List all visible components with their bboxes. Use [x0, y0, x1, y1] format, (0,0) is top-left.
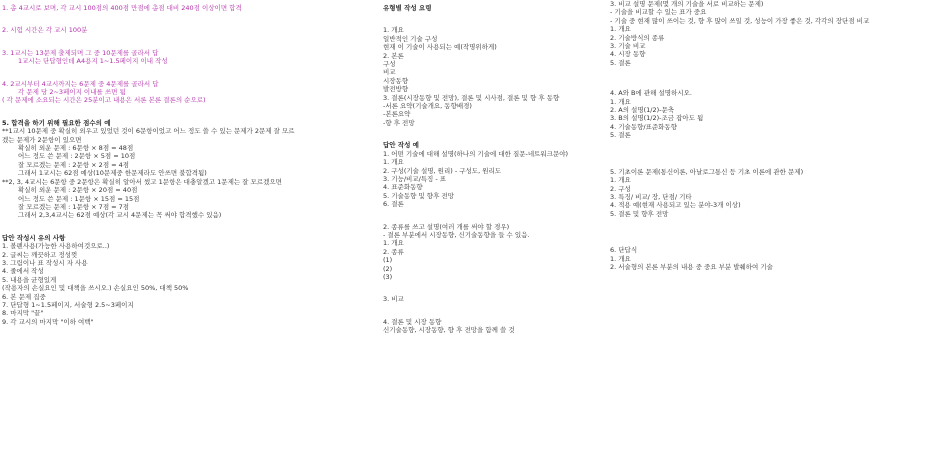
example-line: 1. 어떤 기술에 대해 설명(하나의 기술에 대한 질문-네트워크문야) — [383, 149, 569, 158]
examples-section-title: 답안 작성 예 — [383, 141, 419, 150]
left-column — [2, 0, 370, 326]
example-line: 2. 종류 — [383, 247, 404, 256]
example-line: 4. 표준화동향 — [383, 183, 423, 192]
score-line: 확실히 외운 문제 : 6문항 × 8점 = 48점 — [18, 144, 134, 153]
ab-line: 3. B의 설명(1/2)-조금 잡아도 됨 — [610, 114, 704, 123]
compare-line: 3. 비교 설명 문제(몇 개의 기술을 서로 비교하는 문제) — [610, 0, 764, 8]
example-line: 3. 기능/비교/특징 - 표 — [383, 174, 447, 183]
note-item: 4. 줄에서 작성 — [2, 267, 44, 276]
type-line: -서론 요약(기술개요, 동향배경) — [383, 102, 472, 111]
compare-line: 4. 시장 동향 — [610, 50, 646, 59]
theory-line: 5. 기초이론 문제(통신이론, 아날로그통신 등 기초 이론에 관한 문제) — [610, 167, 804, 176]
note-item: 8. 마지막 "끝" — [2, 309, 44, 318]
short-answer-line: 6. 단답식 — [610, 246, 638, 255]
rule-1: 1. 총 4교시로 보며, 각 교시 100점의 400점 만점에 총점 대비 240점 이상이면 합격 — [2, 4, 242, 12]
rule-4-note: ( 각 문제에 소요되는 시간은 25분이고 내용은 서론 본론 결론의 순으로) — [2, 96, 206, 105]
types-section-title: 유형별 작성 요령 — [383, 4, 432, 12]
score-line: **2, 3, 4교시는 6문항 중 2문항은 확실히 알아서 썼고 1문항은 대충알겠고 1문제는 잘 모르겠으면 — [2, 177, 282, 186]
compare-line: 1. 개요 — [610, 25, 631, 34]
rule-3-detail: 1교시는 단답형인데 A4용지 1~1.5페이지 이내 작성 — [18, 57, 168, 66]
score-section-title: 5. 합격을 하기 위해 필요한 점수의 예 — [2, 118, 111, 127]
compare-line: 5. 결론 — [610, 58, 631, 67]
example-line: 신기술동향, 시장동향, 향 후 전망을 함께 쓸 것 — [383, 326, 515, 335]
type-line: 구성 — [383, 60, 396, 69]
short-answer-line: 2. 서술형의 본론 부분의 내용 중 중요 부분 발췌하여 기술 — [610, 262, 773, 271]
note-item: 2. 글씨는 깨끗하고 정성껏 — [2, 250, 78, 259]
note-item: 1. 볼펜사용(가능한 사용하여것으로..) — [2, 242, 110, 251]
example-line: 2. 구성(기술 설명, 원리) - 구성도, 원리도 — [383, 166, 502, 175]
note-item: 6. 본 문제 집중 — [2, 292, 46, 301]
example-line: (3) — [383, 272, 393, 281]
notes-section-title: 답안 작성시 유의 사항 — [2, 233, 66, 242]
ab-line: 1. 개요 — [610, 97, 631, 106]
note-item: 5. 내용을 균형있게 — [2, 275, 57, 284]
short-answer-line: 1. 개요 — [610, 254, 631, 263]
example-line: 4. 결론 및 시장 동향 — [383, 317, 442, 326]
right-column — [610, 0, 937, 271]
theory-line: 4. 적용 예(현재 사용되고 있는 분야-3개 이상) — [610, 201, 741, 210]
theory-line: 1. 개요 — [610, 176, 631, 185]
score-line: 확실히 외운 문제 : 2문항 × 20점 = 40점 — [18, 186, 138, 195]
type-line: 일반적인 기술 구성 — [383, 34, 438, 43]
score-line: 어느 정도 쓴 문제 : 1문항 × 15점 = 15점 — [18, 194, 140, 203]
score-line: 어느 정도 쓴 문제 : 2문항 × 5점 = 10점 — [18, 152, 136, 161]
type-line: -향 후 전망 — [383, 118, 415, 127]
example-line: 5. 기술동향 및 향후 전망 — [383, 191, 454, 200]
middle-column — [383, 0, 608, 335]
note-item: 7. 단답형 1~1.5페이지, 서술형 2.5~3페이지 — [2, 300, 134, 309]
ab-line: 4. A와 B에 관해 설명하시오. — [610, 89, 692, 98]
type-line: 시장동향 — [383, 76, 409, 85]
rule-4-detail: 각 문제 당 2~3페이지 이내를 쓰면 됨 — [18, 88, 126, 97]
example-line: (1) — [383, 256, 393, 265]
theory-line: 5. 결론 및 향후 전망 — [610, 209, 669, 218]
type-line: 현재 이 기술이 사용되는 예(작명위하게) — [383, 43, 497, 52]
compare-line: 2. 기술방식의 종류 — [610, 33, 665, 42]
type-line: 비교 — [383, 68, 396, 77]
type-line: 2. 본론 — [383, 51, 404, 60]
example-line: - 결론 부분에서 시장동향, 신기술동향을 들 수 있음. — [383, 230, 530, 239]
theory-line: 2. 구성 — [610, 184, 631, 193]
type-line: -본론요약 — [383, 110, 411, 119]
example-line: 1. 개요 — [383, 158, 404, 167]
example-line: 2. 종류를 쓰고 설명(여러 개를 써야 할 경우) — [383, 222, 510, 231]
example-line: 6. 결론 — [383, 200, 404, 209]
example-line: 1. 개요 — [383, 239, 404, 248]
ab-line: 2. A의 설명(1/2)-문축 — [610, 106, 675, 115]
note-item: (작용자의 손실요인 및 대책을 쓰시오.) 손실요인 50%, 대책 50% — [2, 284, 189, 293]
type-line: 발전방향 — [383, 85, 409, 94]
rule-3: 3. 1교시는 13문제 출제되며 그 중 10문제를 골라서 답 — [2, 48, 159, 57]
ab-line: 5. 결론 — [610, 131, 631, 140]
theory-line: 3. 특징/ 비교/ 장, 단점/ 기타 — [610, 192, 692, 201]
rule-4: 4. 2교시부터 4교시까지는 6문제 중 4문제를 골라서 답 — [2, 79, 159, 88]
type-line: 3. 결론(시장동향 및 전망), 결론 및 시사점, 결론 및 향 후 동향 — [383, 93, 560, 102]
ab-line: 4. 기술동향/표준화동향 — [610, 122, 677, 131]
type-line: 1. 개요 — [383, 26, 404, 35]
note-item: 3. 그림이나 표 작성시 자 사용 — [2, 258, 88, 267]
compare-line: - 기술을 비교할 수 있는 표가 중요 — [610, 8, 707, 17]
score-line: 잘 모르겠는 문제 : 2문항 × 2점 = 4점 — [18, 160, 130, 169]
example-line: (2) — [383, 264, 393, 273]
score-line: 그래서 1교시는 62점 예상(10문제중 한문제라도 안쓰면 불합격됨) — [18, 169, 207, 178]
example-line: 3. 비교 — [383, 295, 404, 304]
note-item: 9. 각 교시의 마지막 "이하 여백" — [2, 317, 94, 326]
compare-line: - 기술 중 현재 많이 쓰이는 것, 향 후 많이 쓰일 것, 성능이 가장 좋은 것, 각각의 장단점 비교 — [610, 16, 870, 25]
score-line: 그래서 2,3,4교시는 62점 예상(각 교시 4문제는 꼭 써야 합격했수 있음) — [18, 211, 222, 220]
score-line: 잘 모르겠는 문제 : 1문항 × 7점 = 7점 — [18, 202, 130, 211]
compare-line: 3. 기술 비교 — [610, 42, 646, 51]
score-line: 겠는 문제가 2문항이 있으면 — [2, 135, 82, 144]
score-line: **1교시 10문제 중 확실히 외우고 있었던 것이 6문항이었고 어느 정도 쓸 수 있는 문제가 2문제 잘 모르 — [2, 127, 295, 136]
rule-2: 2. 시험 시간은 각 교시 100분 — [2, 26, 88, 35]
